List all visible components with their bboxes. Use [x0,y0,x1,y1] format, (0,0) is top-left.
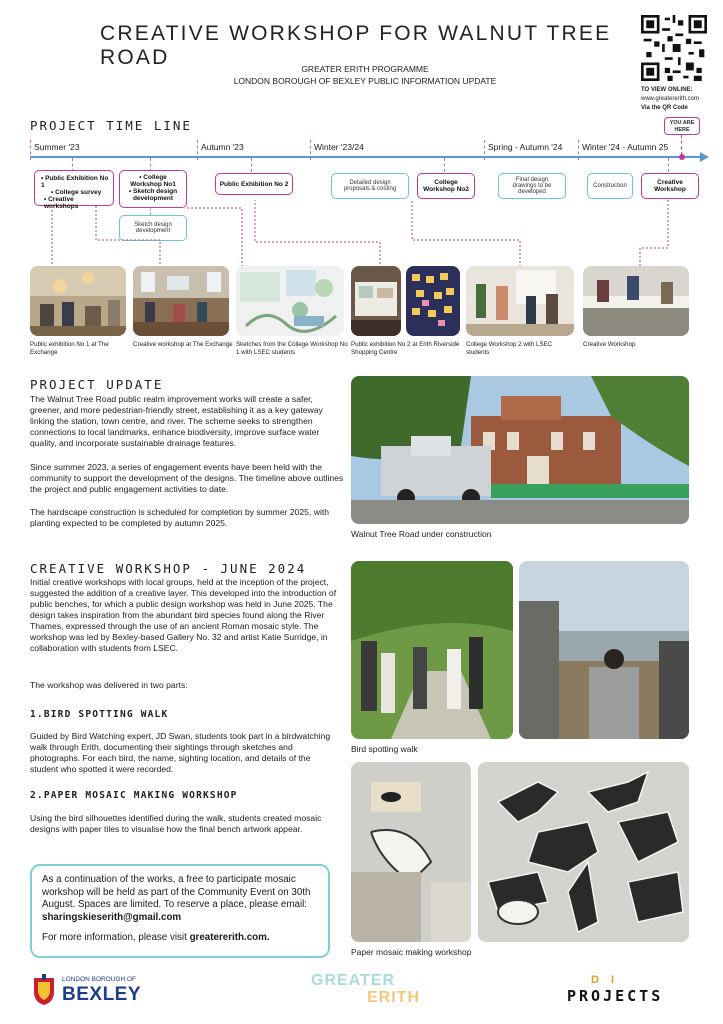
page-title: CREATIVE WORKSHOP FOR WALNUT TREE ROAD [100,22,612,69]
stem [444,158,445,172]
event-item: Sketch design development [132,188,178,202]
event-title: College Workshop No1 [130,174,176,188]
programme-subtitle: GREATER ERITH PROGRAMME [301,64,429,74]
event-college-workshop-1: • College Workshop No1 • Sketch design development [119,170,187,208]
period-label: Summer '23 [34,142,80,152]
event-college-workshop-2: College Workshop No2 [417,173,475,199]
event-item: Creative workshops [44,196,79,210]
photo-caption: Public exhibition No 1 at The Exchange [30,341,109,356]
qr-note [641,86,721,113]
creative-workshop-heading: CREATIVE WORKSHOP - JUNE 2024 [30,561,307,576]
callout-more [42,932,318,945]
greater-erith-line2: ERITH [367,989,420,1006]
callout-website-link[interactable]: greatererith.com. [189,932,270,943]
photo-caption-mosaic: Paper mosaic making workshop [351,947,472,957]
photo-exhibition-1 [30,266,126,336]
photo-caption: Public exhibition No 2 at Erith Riverside Shopping Centre [351,341,460,356]
period-label: Spring - Autumn '24 [488,142,563,152]
qr-note-line3: Via the QR Code [641,105,688,111]
photo-caption: Creative workshop at The Exchange [133,341,233,348]
stem [251,158,252,172]
timeline-arrow-icon [700,152,709,162]
timeline-heading: PROJECT TIME LINE [30,118,192,133]
you-are-here-marker [679,154,685,160]
event-final-design: Final design drawings to be developed [498,173,566,199]
timeline-connectors [0,200,723,270]
photo-bird-walk-river [519,561,689,739]
bexley-small-text: LONDON BOROUGH OF [62,976,137,983]
greater-erith-line1: GREATER [311,972,396,989]
timeline-axis [30,156,702,158]
period-label: Winter '23/24 [314,142,364,152]
here-connector [681,135,682,155]
photo-caption: Creative Workshop [583,341,636,348]
project-update-paragraph: The Walnut Tree Road public realm improvement works will create a safer, greener, and more pedestrian-friendly street, establishing it as a key gateway linking the station, town centre, and river. The scheme seeks to strengthen connections to local landmarks, enhance biodiversity, improve surface water quality, and incorporate sustainable drainage features. [30,394,323,448]
mosaic-heading: 2.PAPER MOSAIC MAKING WORKSHOP [30,790,238,801]
photo-caption-bird: Bird spotting walk [351,744,418,754]
project-update-paragraph: The hardscape construction is scheduled for completion by summer 2025, with planting expected to be completed by autumn 2025. [30,507,330,528]
qr-code[interactable] [641,15,707,81]
event-public-exhibition-2: Public Exhibition No 2 [215,173,293,195]
event-bullet: • College survey [51,189,102,196]
greater-erith-logo [305,972,445,1010]
mosaic-paragraph: Using the bird silhouettes identified during the walk, students created mosaic designs with paper tiles to visualise how the final bench artwork appear. [30,813,322,834]
photo-bird-walk-group [351,561,513,739]
period-label: Winter '24 - Autumn 25 [582,142,669,152]
stem [668,158,669,172]
workshop-callout [30,864,330,958]
photo-caption: Sketches from the College Workshop No 1 with LSEC students [236,341,348,356]
event-sketch-design: Sketch design development [119,215,187,241]
photo-sketches [236,266,344,336]
callout-text: As a continuation of the works, a free to participate mosaic workshop will be held as part of the Community Event on 30th August. Spaces are limited. To reserve a place, please email: [42,874,311,910]
photo-caption-walnut: Walnut Tree Road under construction [351,529,492,539]
bexley-big-text: BEXLEY [62,984,142,1005]
creative-workshop-paragraph: Initial creative workshops with local groups, held at the inception of the project, suggested the addition of a creative layer. This developed into the introduction of public benches, for which a public design workshop was held in June 2025. The design takes inspiration from the abundant bird species found along the River Thames, expressed through the use of an ancient Roman mosaic style. The workshop was led by Bexley-based Gallery No. 32 and artist Katie Surridge, in collaboration with students from LSEC. [30,577,337,653]
project-update-paragraph: Since summer 2023, a series of engagement events have been held with the community to support the development of the designs. The timeline above outlines the project and public engagement activities to date. [30,462,344,494]
event-detailed-design: Detailed design proposals & costing [331,173,409,199]
event-title: Public Exhibition No 1 [41,175,109,189]
photo-mosaic-making [351,762,471,942]
callout-email-link[interactable]: sharingskieserith@gmail.com [42,911,182,923]
photo-creative-workshop-exchange [133,266,229,336]
photo-caption: College Workshop 2 with LSEC students [466,341,553,356]
qr-code-graphic [641,15,707,81]
dp-top-mark: D I [591,974,617,986]
dp-projects-text: PROJECTS [567,987,664,1005]
bexley-logo [30,972,160,1012]
you-are-here-badge: YOU ARE HERE [664,117,700,135]
qr-note-line1: TO VIEW ONLINE: [641,87,693,93]
update-subtitle: LONDON BOROUGH OF BEXLEY PUBLIC INFORMATION UPDATE [233,76,497,86]
bexley-crest-icon [30,974,58,1006]
photo-college-workshop-2 [466,266,574,336]
event-bullet: • Creative workshops [44,196,79,210]
event-item: College survey [55,189,102,196]
photo-exhibition-2-b [406,266,460,336]
event-construction: Construction [587,173,633,199]
callout-more-text: For more information, please visit [42,932,190,943]
project-update-heading: PROJECT UPDATE [30,377,164,392]
bird-walk-paragraph: Guided by Bird Watching expert, JD Swan, students took part in a birdwatching walk through Erith, documenting their sightings through sketches and photographs. For each bird, the name, sighting location, and details of the student who spotted it were recorded. [30,731,331,774]
photo-exhibition-2-a [351,266,401,336]
bird-walk-heading: 1.BIRD SPOTTING WALK [30,709,169,720]
period-label: Autumn '23 [201,142,244,152]
creative-workshop-paragraph: The workshop was delivered in two parts: [30,680,188,690]
dp-projects-logo [565,976,695,1008]
event-creative-workshop: Creative Workshop [641,173,699,199]
photo-mosaic-birds [478,762,689,942]
qr-note-line2: www.greatererith.com [641,96,700,102]
photo-creative-workshop [583,266,689,336]
event-bullet: • Public Exhibition No 1 [41,175,109,189]
photo-walnut-tree-road [351,376,689,524]
